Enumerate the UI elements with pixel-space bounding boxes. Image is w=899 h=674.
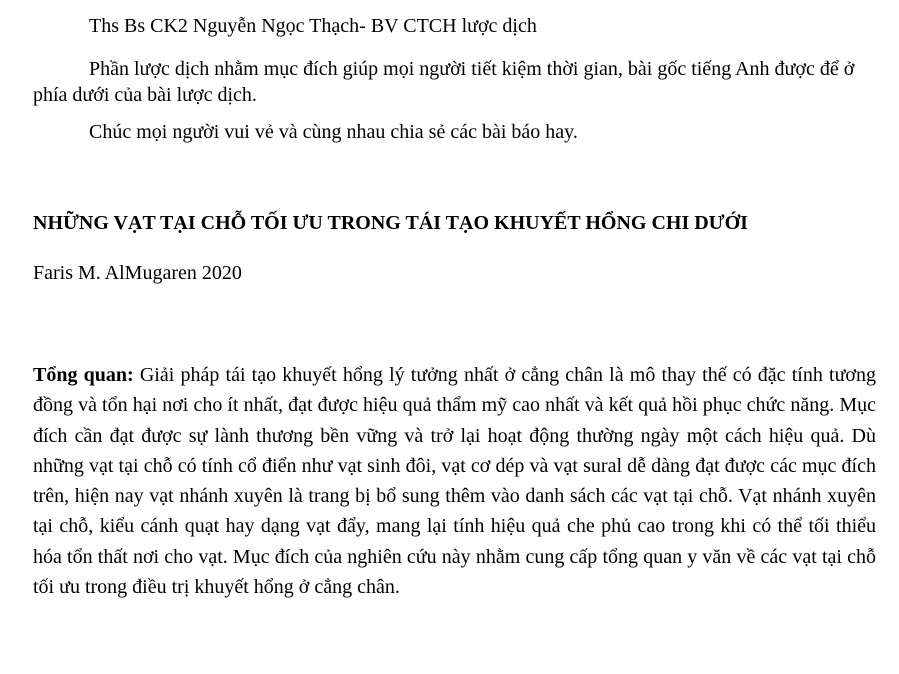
abstract-label: Tổng quan:	[33, 364, 134, 386]
translator-note	[33, 13, 863, 39]
translation-purpose-text: Phần lược dịch nhằm mục đích giúp mọi người tiết kiệm thời gian, bài gốc tiếng Anh được để ở phía dưới của bài lược dịch.	[33, 58, 855, 106]
translation-purpose-paragraph	[33, 56, 863, 108]
article-author: Faris M. AlMugaren 2020	[33, 262, 242, 284]
abstract-text: Giải pháp tái tạo khuyết hổng lý tưởng nhất ở cẳng chân là mô thay thế có đặc tính tương đồng và tổn hại nơi cho ít nhất, đạt được hiệu quả thẩm mỹ cao nhất và kết quả hồi phục chức năng. Mục đích cần đạt được sự lành thương bền vững và trở lại hoạt động thường ngày một cách hiệu quả. Dù những vạt tại chỗ có tính cổ điển như vạt sinh đôi, vạt cơ dép và vạt sural dễ dàng đạt được các mục đích trên, hiện nay vạt nhánh xuyên là trang bị bổ sung thêm vào danh sách các vạt tại chỗ. Vạt nhánh xuyên tại chỗ, kiểu cánh quạt hay dạng vạt đẩy, mang lại tính hiệu quả che phủ cao trong khi có thể tối thiểu hóa tổn thất nơi cho vạt. Mục đích của nghiên cứu này nhằm cung cấp tổng quan y văn về các vạt tại chỗ tối ưu trong điều trị khuyết hổng ở cẳng chân.	[33, 364, 876, 599]
wishes-text: Chúc mọi người vui vẻ và cùng nhau chia sẻ các bài báo hay.	[89, 121, 578, 143]
abstract-paragraph	[33, 360, 876, 602]
article-title: NHỮNG VẠT TẠI CHỖ TỐI ƯU TRONG TÁI TẠO KHUYẾT HỔNG CHI DƯỚI	[33, 212, 748, 234]
wishes-paragraph	[33, 119, 863, 145]
translator-line: Ths Bs CK2 Nguyễn Ngọc Thạch- BV CTCH lược dịch	[89, 15, 537, 37]
